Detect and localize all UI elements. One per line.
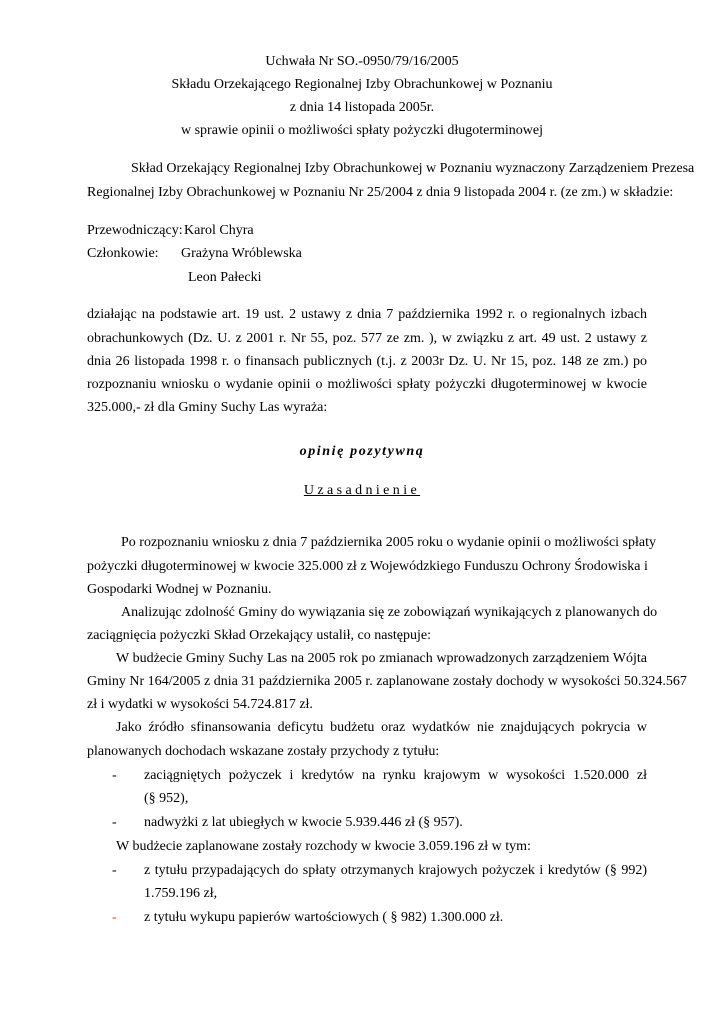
bullet-dash: - [112,768,117,783]
resolution-subject: w sprawie opinii o możliwości spłaty pożyczki długoterminowej [181,123,543,138]
expense-item-2: z tytułu wykupu papierów wartościowych ( § 982) 1.300.000 zł. [144,910,504,925]
basis-line: działając na podstawie art. 19 ust. 2 ustawy z dnia 7 października 1992 r. o regionalnych izbach [87,307,647,322]
para3-line: W budżecie Gminy Suchy Las na 2005 rok po zmianach wprowadzonych zarządzeniem Wójta [116,651,647,666]
intro-line-1: Skład Orzekający Regionalnej Izby Obrachunkowej w Poznaniu wyznaczony Zarządzeniem Prezesa [131,161,695,176]
decision-heading: opinię pozytywną [299,444,425,459]
para1-line: Gospodarki Wodnej w Poznaniu. [87,582,272,597]
intro-line-2: Regionalnej Izby Obrachunkowej w Poznaniu Nr 25/2004 z dnia 9 listopada 2004 r. (ze zm.) w składzie: [87,185,674,200]
bullet-dash-red: - [112,910,117,925]
justification-heading-wrap [0,483,724,499]
members-label: Członkowie: [87,246,159,261]
basis-line: dnia 26 listopada 1998 r. o finansach publicznych (t.j. z 2003r Dz. U. Nr 15, poz. 148 ze zm.) po [87,354,647,369]
income-item-2: nadwyżki z lat ubiegłych w kwocie 5.939.446 zł (§ 957). [144,815,463,830]
para1-line: Po rozpoznaniu wniosku z dnia 7 października 2005 roku o wydanie opinii o możliwości spłaty [121,535,657,550]
member-name: Leon Pałecki [188,270,262,285]
para4-line: Jako źródło sfinansowania deficytu budżetu oraz wydatków nie znajdujących pokrycia w [116,720,647,735]
para3-line: zł i wydatki w wysokości 54.724.817 zł. [87,697,313,712]
justification-heading: Uzasadnienie [303,483,421,498]
para2-line: zaciągnięcia pożyczki Skład Orzekający ustalił, co następuje: [87,628,432,643]
basis-line: 325.000,- zł dla Gminy Suchy Las wyraża: [87,400,328,415]
bullet-dash: - [112,815,117,830]
chair-name: Karol Chyra [184,223,254,238]
bullet-dash: - [112,863,117,878]
para4-line: planowanych dochodach wskazane zostały przychody z tytułu: [87,744,440,759]
basis-line: obrachunkowych (Dz. U. z 2001 r. Nr 55, poz. 577 ze zm. ), w związku z art. 49 ust. 2 ustawy z [87,331,647,346]
resolution-date: z dnia 14 listopada 2005r. [289,100,435,115]
chair-label: Przewodniczący: [87,223,183,238]
para5-line: W budżecie zaplanowane zostały rozchody w kwocie 3.059.196 zł w tym: [116,839,531,854]
income-item-1-cont: (§ 952), [144,791,189,806]
para3-line: Gminy Nr 164/2005 z dnia 31 października 2005 r. zaplanowane zostały dochody w wysokości 50.324.567 [87,674,687,689]
expense-item-1: z tytułu przypadających do spłaty otrzymanych krajowych pożyczek i kredytów (§ 992) [144,863,647,878]
member-name: Grażyna Wróblewska [181,246,302,261]
basis-line: rozpoznaniu wniosku o wydanie opinii o możliwości spłaty pożyczki długoterminowej w kwocie [87,377,647,392]
resolution-number: Uchwała Nr SO.-0950/79/16/2005 [265,54,459,69]
expense-item-1-cont: 1.759.196 zł, [144,886,218,901]
para2-line: Analizując zdolność Gminy do wywiązania się ze zobowiązań wynikających z planowanych do [121,605,658,620]
issuing-body: Składu Orzekającego Regionalnej Izby Obrachunkowej w Poznaniu [171,77,553,92]
income-item-1: zaciągniętych pożyczek i kredytów na rynku krajowym w wysokości 1.520.000 zł [144,768,647,783]
para1-line: pożyczki długoterminowej w kwocie 325.000 zł z Wojewódzkiego Funduszu Ochrony Środowiska i [87,559,648,574]
